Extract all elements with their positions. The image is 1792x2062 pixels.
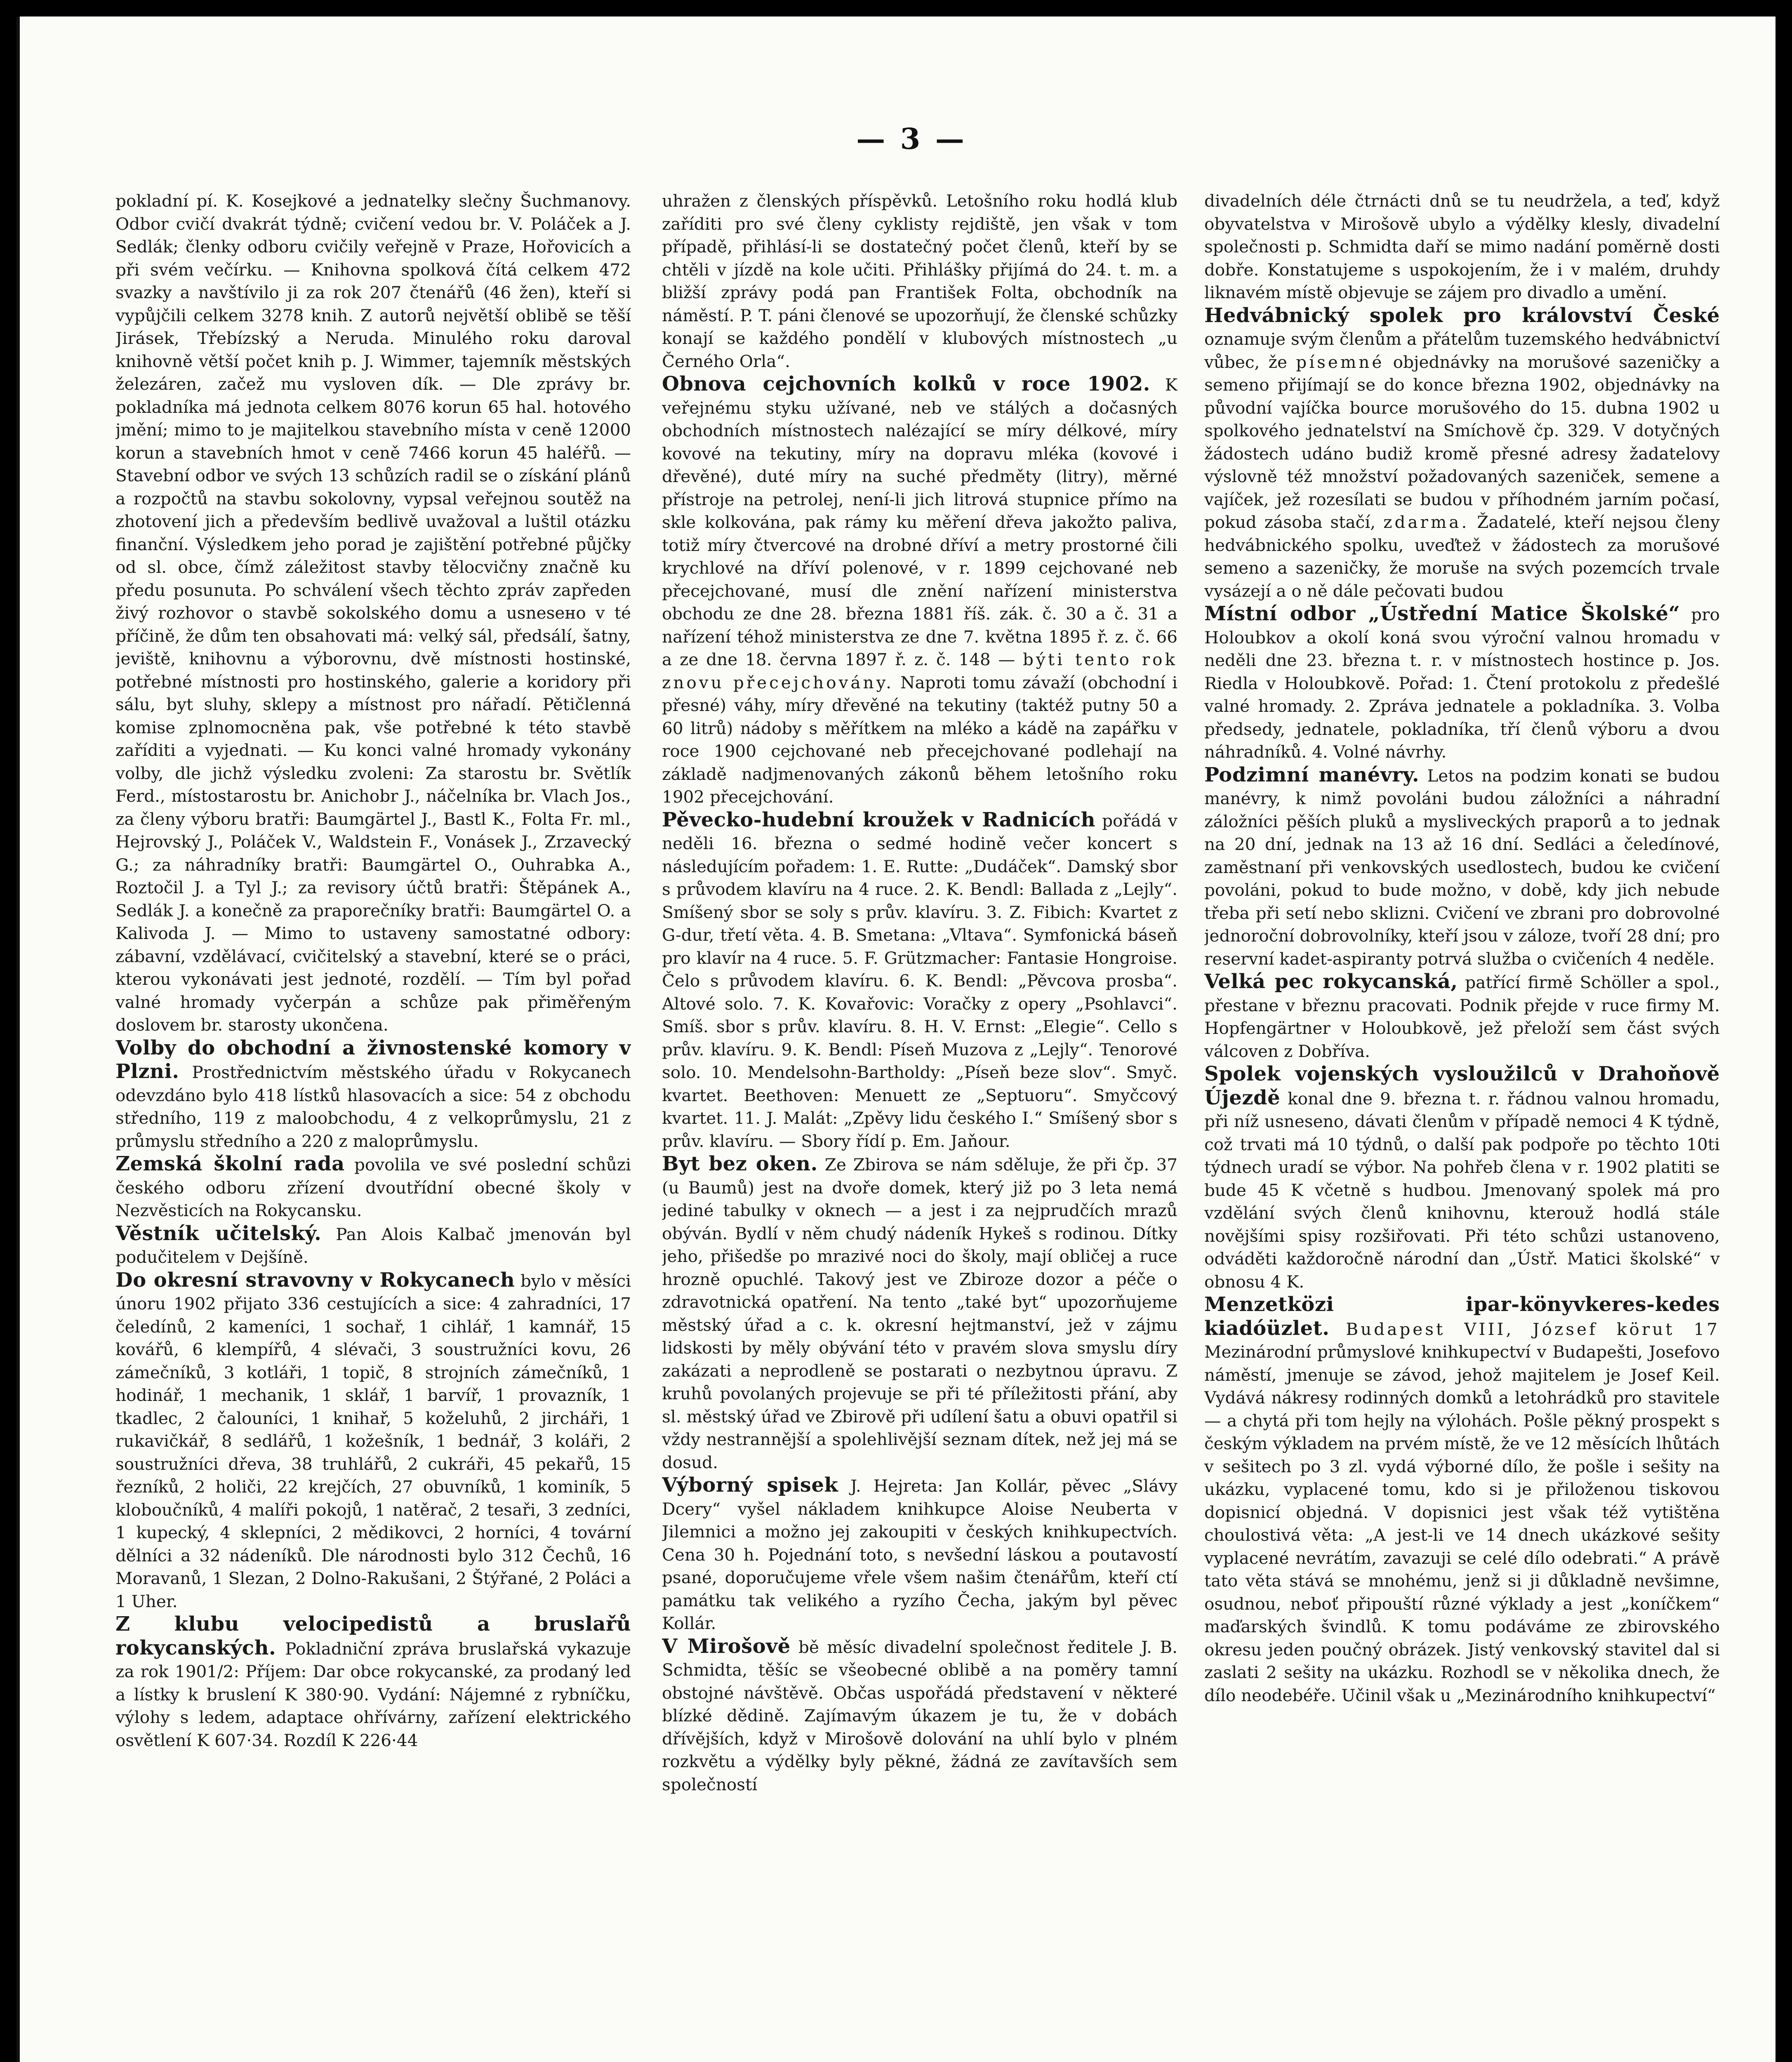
article-text: Mezinárodní průmyslové knihkupectví v Budapešti, Josefovo náměstí, jmenuje se závod, jehož majitelem je Josef Keil. Vydává nákresy rodinných domků a letohrádků pro stavitele — a chytá při tom hejly na výlohách. Pošle pěkný prospekt s českým výkladem na prvém místě, že ve 12 měsících lhůtách v sešitech po 3 zl. vydá výborné dílo, že pošle i sešity na ukázku, vyplacené tomu, kdo si je přiloženou tiskovou dopisnicí objedná. V dopisnici jest však též vytištěna choulostivá věta: „A jest-li ve 14 dnech ukázkové sešity vyplacené nevrátím, zavazuji se celé dílo odebrati.“ A právě tato věta stává se mnohému, jenž si ji důkladně nevšimne, osudnou, neboť připouští různé výklady a jest „koníčkem“ maďarských švindlů. K tomu podáváme ze zbirovského okresu jeden poučný obrázek. Jistý venkovský stavitel dal si zaslati 2 sešity na ukázku. Rozhodl se v několika dnech, že dílo neodebéře. Učinil však u „Mezinárodního knihkupectví“	[1204, 1342, 1720, 1705]
article-teacher-news	[115, 1222, 631, 1269]
article-blast-furnace	[1204, 970, 1720, 1063]
article-text: konal dne 9. března t. r. řádnou valnou hromadu, při níž usneseno, dávati členům v případě nemoci 4 K týdně, což trvati má 10 týdnů, o další pak podpoře po těchto 10ti týdnech uradí se výbor. Na pohřeb člena v r. 1902 platiti se bude 45 K včetně s hudbou. Jmenovaný spolek má pro vzdělání svých členů knihovnu, kterouž hodlá stále novějšími spisy rozšiřovati. Při této schůzi ustanoveno, odváděti každoročně národní dan „Ústř. Matici školské“ v obnosu 4 K.	[1204, 1088, 1720, 1292]
article-travel-station	[115, 1269, 631, 1613]
headline-cyclist-club: Z klubu velocipedistů a bruslařů rokycanských.	[115, 1612, 631, 1659]
headline-teacher-news: Věstník učitelský.	[115, 1222, 322, 1245]
article-text: Pokladniční zpráva bruslařská vykazuje za rok 1901/2: Příjem: Dar obce rokycanské, za prodaný led a lístky k bruslení K 380·90. Vydání: Nájemné z rybníčku, výlohy s ledem, adaptace ohřívárny, zařízení elektrického osvětlení K 607·34. Rozdíl K 226·44	[115, 1638, 631, 1750]
headline-windowless-dwelling: Byt bez oken.	[662, 1152, 818, 1175]
article-text: bě měsíc divadelní společnost ředitele J. B. Schmidta, těšíc se všeobecné oblibě a na poměry tamní obstojné návštěvě. Občas uspořádá představení v některé blízké dědině. Zajímavým úkazem je tu, že v dobách dřívějších, když v Mirošově dolování na uhlí bylo v plném rozkvětu a výdělky byly pěkné, žádná ze zavítavších sem společností	[662, 1637, 1177, 1794]
mirosov-continued: divadelních déle čtrnácti dnů se tu neudržela, a teď, když obyvatelstva v Mirošově ubylo a výdělky klesly, divadelní společnosti p. Schmidta daří se mimo nadání poměrně dosti dobře. Konstatujeme s uspokojením, že i v malém, druhdy liknavém místě objevuje se zájem pro divadlo a umění.	[1204, 191, 1720, 302]
article-booklet	[662, 1474, 1177, 1635]
headline-chamber-elections: Volby do obchodní a živnostenské komory v Plzni.	[115, 1036, 631, 1083]
headline-school-matice: Místní odbor „Ústřední Matice Školské“	[1204, 602, 1680, 625]
article-text: povolila ve své poslední schůzi českého odboru zřízení dvoutřídní obecné školy v Nezvěsticích na Rokycansku.	[115, 1155, 631, 1220]
article-text: Ze Zbirova se nám sděluje, že při čp. 37 (u Baumů) jest na dvoře domek, který již po 3 leta nemá jediné tabulky v oknech — a jest i za nejprudčích mrazů obýván. Bydlí v něm chudý nádeník Hykeš s rodinou. Dítky jeho, přišedše po mrazivé noci do školy, mají obličej a ruce hrozně opuchlé. Takový jest ve Zbiroze dozor a péče o zdravotnická opatření. Na tento „také byt“ upozorňujeme městský úřad a c. k. okresní hejtmanství, jež v zájmu lidskosti by měly obývání této v pravém slova smyslu díry zakázati a neprodleně se postarati o nezbytnou úpravu. Z kruhů povolaných projevuje se při té příležitosti přání, aby sl. městský úřad ve Zbirově při udílení šatu a obuvi opatřil si vždy nestrannější a spolehlivější seznam dítek, než jej má se dosud.	[662, 1155, 1177, 1472]
column-2	[662, 190, 1177, 2062]
article-text: pro Holoubkov a okolí koná svou výroční valnou hromadu v neděli dne 23. března t. r. v místnostech hostince p. Jos. Riedla v Holoubkově. Pořad: 1. Čtení protokolu z předešlé valné hromady. 2. Zpráva jednatele a pokladníka. 3. Volba předsedy, jednatele, pokladníka, tří členů výboru a dvou náhradníků. 4. Volné návrhy.	[1204, 605, 1720, 762]
article-cyclist-club	[115, 1613, 631, 1752]
headline-gauging-stamps: Obnova cejchovních kolků v roce 1902.	[662, 372, 1150, 395]
headline-school-board: Zemská školní rada	[115, 1152, 345, 1175]
article-veterans-society	[1204, 1063, 1720, 1293]
article-text: bylo v měsíci únoru 1902 přijato 336 cestujících a sice: 4 zahradníci, 17 čeledínů, 2 kameníci, 1 sochař, 1 cihlář, 1 kamnář, 15 kovářů, 6 klempířů, 4 slévači, 3 soustružníci kovu, 26 zámečníků, 3 kotláři, 1 topič, 8 strojních zámečníků, 1 hodinář, 1 mechanik, 1 sklář, 1 barvíř, 1 provazník, 1 tkadlec, 2 čalouníci, 1 knihař, 5 koželuhů, 2 jircháři, 1 rukavičkář, 8 sedlářů, 1 kožešník, 1 bednář, 3 koláři, 2 soustružníci dřeva, 38 truhlářů, 2 cukráři, 45 pekařů, 15 řezníků, 2 holiči, 22 krejčích, 27 obuvníků, 1 kominík, 5 kloboučníků, 4 malíři pokojů, 1 natěrač, 2 tesaři, 3 zedníci, 1 kupecký, 4 sklepníci, 2 mědikovci, 2 horníci, 4 tovární dělníci a 32 nádeníků. Dle národnosti bylo 312 Čechů, 16 Moravanů, 1 Slezan, 2 Dolno-Rakušani, 2 Štýřané, 2 Poláci a 1 Uher.	[115, 1271, 631, 1611]
article-text: Pan Alois Kalbač jmenován byl podučitelem v Dejšíně.	[115, 1224, 631, 1267]
article-text-spaced: zdarma.	[1383, 512, 1469, 532]
article-text-spaced: Budapest VIII, József körut 17	[1346, 1319, 1720, 1339]
article-school-board	[115, 1153, 631, 1222]
headline-mirosov: V Mirošově	[662, 1634, 791, 1658]
article-text: K veřejnému styku užívané, neb ve stálých a dočasných obchodních místnostech nalézající se míry délkové, míry kovové na tekutiny, míry na dopravu mléka (kovové i dřevěné), duté míry na suché předměty (litry), měrné přístroje na petrolej, není-li jich litrová stupnice přímo na skle kolkována, pak rámy ku měření dřeva jakožto paliva, totiž míry čtvercové na drobné dříví a metry prostorné čili krychlové na dříví polenové, v r. 1899 cejchované neb přecejchované, musí dle znění nařízení ministerstva obchodu ze dne 28. března 1881 říš. zák. č. 30 a č. 31 a nařízení téhož ministerstva ze dne 7. května 1895 ř. z. č. 66 a ze dne 18. června 1897 ř. z. č. 148 —	[662, 375, 1177, 669]
headline-booklet: Výborný spisek	[662, 1474, 838, 1497]
sokol-report-paragraph: pokladní pí. K. Kosejkové a jednatelky slečny Šuchmanovy. Odbor cvičí dvakrát týdně; cvičení vedou br. V. Poláček a J. Sedlák; členky odboru cvičily veřejně v Praze, Hořovicích a při svém večírku. — Knihovna spolková čítá celkem 472 svazky a navštívilo ji za rok 207 čtenářů (46 žen), kteří si vypůjčili celkem 3278 knih. Z autorů největší oblibě se těší Jirásek, Třebízský a Neruda. Minulého roku daroval knihovně větší počet knih p. J. Wimmer, tajemník městských železáren, začež mu vysloven dík. — Dle zprávy br. pokladníka má jednota celkem 8076 korun 65 hal. hotového jmění; mimo to je majitelkou stavebního místa v ceně 12000 korun a stavebních hmot v ceně 7466 korun 45 haléřů. — Stavební odbor ve svých 13 schůzích radil se o získání plánů a rozpočtů na stavbu sokolovny, vypsal veřejnou soutěž na zhotovení jich a především bedlivě uvažoval a luštil otázku finanční. Výsledkem jeho porad je zajištění potřebné půjčky od sl. obce, čímž záležitost stavby tělocvičny značně ku předu posunuta. Po schválení všech těchto zpráv zapředen živý rozhovor o stavbě sokolského domu a usnesено v té příčině, že dům ten obsahovati má: velký sál, předsálí, šatny, jeviště, knihovnu a výborovnu, dvě místnosti hostinské, potřebné místnosti pro hostinského, galerie a koridory při sálu, byt sluhy, sklepy a místnost pro nářadí. Pětičlenná komise zplnomocněna pak, vše potřebné k této stavbě zaříditi a vyjednati. — Ku konci valné hromady vykonány volby, dle jichž výsledku zvoleni: Za starostu br. Světlík Ferd., místostarostu br. Anichobr J., náčelníka br. Vlach Jos., za členy výboru bratři: Baumgärtel J., Bastl K., Folta Fr. ml., Hejrovský J., Poláček V., Waldstein F., Vonásek J., Zrzavecký G.; za náhradníky bratři: Baumgärtel O., Ouhrabka A., Roztočil J. a Tyl J.; za revisory účtů bratři: Štěpánek A., Sedlák J. a konečně za praporečníky bratři: Baumgärtel O. a Kalivoda J. — Mimo to ustaveny samostatné odbory: zábavní, vzdělávací, cvičitelský a stavební, které se o práci, kterou vykonávati jest jednoté, rozdělí. — Tím byl pořad valné hromady vyčerpán a schůze pak přiměřeným doslovem br. starosty ukončena.	[115, 191, 631, 1035]
headline-blast-furnace: Velká pec rokycanská,	[1204, 970, 1458, 993]
article-text: pořádá v neděli 16. března o sedmé hodině večer koncert s následujícím pořadem: 1. E. Rutte: „Dudáček“. Damský sbor s průvodem klavíru na 4 ruce. 2. K. Bendl: Ballada z „Lejly“. Smíšený sbor se soly s prův. klavíru. 3. Z. Fibich: Kvartet z G-dur, třetí věta. 4. B. Smetana: „Vltava“. Symfonická báseň pro klavír na 4 ruce. 5. F. Grützmacher: Fantasie Hongroise. Čelo s průvodem klavíru. 6. K. Bendl: „Pěvcova prosba“. Altové solo. 7. K. Kovařovic: Voračky z opery „Psohlavci“. Smíš. sbor s prův. klavíru. 8. H. V. Ernst: „Elegie“. Cello s prův. klavíru. 9. K. Bendl: Píseň Muzova z „Lejly“. Tenorové solo. 10. Mendelsohn-Bartholdy: „Píseň beze slov“. Smyč. kvartet. Beethoven: Menuett ze „Septuoru“. Smyčcový kvartet. 11. J. Malát: „Zpěvy lidu českého I.“ Smíšený sbor s prův. klavíru. — Sbory řídí p. Em. Jaňour.	[662, 810, 1177, 1151]
article-text-spaced: býti tento rok znovu přecejchovány.	[662, 650, 1177, 692]
left-border-line	[16, 16, 20, 2062]
article-chamber-elections	[115, 1037, 631, 1153]
article-budapest-publisher	[1204, 1293, 1720, 1707]
article-text: Žadatelé, kteří nejsou členy hedvábnického spolku, uveďtež v žádostech za morušové semeno a sazeničky, že moruše na svých pozemcích trvale vysázejí a o ně dále pečovati budou	[1204, 512, 1720, 601]
headline-music-circle: Pěvecko-hudební kroužek v Radnicích	[662, 808, 1095, 831]
headline-travel-station: Do okresní stravovny v Rokycanech	[115, 1268, 515, 1292]
headline-veterans-society: Spolek vojenských vysloužilců v Drahoňově Újezdě	[1204, 1062, 1720, 1109]
article-text: objednávky na morušové sazeničky a semeno přijímají se do konce března 1902, objednávky na původní vajíčka bource morušového do 15. dubna 1902 u spolkového jednatelství na Smíchově čp. 329. V dotyčných žádostech udáno budiž kromě přesné adresy žadatelovy výslovně též množství požadovaných sazeniček, semene a vajíček, jež rozesílati se budou v příhodném jarním počasí, pokud zásoba stačí,	[1204, 352, 1720, 532]
newspaper-page	[16, 16, 1776, 2062]
column-1	[115, 190, 631, 2062]
article-text: oznamuje svým členům a přátelům tuzemského hedvábnictví vůbec, že	[1204, 329, 1720, 372]
headline-budapest-publisher: Menzetközi ipar-könyvkeres-kedes kiadóüzlet.	[1204, 1293, 1720, 1340]
article-text: J. Hejreta: Jan Kollár, pěvec „Slávy Dcery“ vyšel nákladem knihkupce Aloise Neuberta v Jilemnici a možno jej zakoupiti v českých knihkupectvích. Cena 30 h. Pojednání toto, s nevšední láskou a poutavostí psané, doporučujeme vřele všem našim čtenářům, kteří ctí památku tak velikého a ryzího Čecha, jakým byl pěvec Kollár.	[662, 1476, 1177, 1633]
cyclist-club-continued: uhražen z členských příspěvků. Letošního roku hodlá klub zaříditi pro své členy cyklisty rejdiště, jen však v tom případě, přihlásí-li se dostatečný počet členů, kteří by se chtěli v jízdě na kole učiti. Přihlášky přijímá do 24. t. m. a bližší zprávy podá pan František Folta, obchodník na náměstí. P. T. páni členové se upozorňují, že členské schůzky konají se každého pondělí v klubových místnostech „u Černého Orla“.	[662, 191, 1177, 371]
column-3	[1204, 190, 1720, 2062]
article-gauging-stamps	[662, 373, 1177, 809]
headline-manoeuvres: Podzimní manévry.	[1204, 763, 1420, 786]
headline-silk-society: Hedvábnický spolek pro království České	[1204, 304, 1720, 327]
article-windowless-dwelling	[662, 1153, 1177, 1474]
article-manoeuvres	[1204, 764, 1720, 971]
article-text: Letos na podzim konati se budou manévry, k nimž povoláni budou záložníci a náhradní záložníci pěších pluků a mysliveckých praporů a to jednak na 20 dní, jednak na 13 až 16 dní. Sedláci a čeledínové, zaměstnaní při venkovských usedlostech, budou ke cvičení povoláni, pokud to bude možno, v době, kdy jich nebude třeba při setí nebo sklizni. Cvičení ve zbrani pro dobrovolné jednoroční dobrovolníky, kteří jsou v záloze, tvoří 28 dní; pro reservní kadet-aspiranty potrvá služba o cvičeních 4 neděle.	[1204, 765, 1720, 969]
article-mirosov-theatre	[662, 1635, 1177, 1796]
article-school-matice	[1204, 603, 1720, 764]
page-number: — 3 —	[856, 122, 967, 156]
article-text: Naproti tomu závaží (obchodní i přesné) váhy, míry dřevěné na tekutiny (taktéž putny 50 a 60 litrů) nádoby s měřítkem na mléko a kádě na zapářku v roce 1900 cejchované neb přecejchované podlehají na základě nadjmenovaných zákonů během letošního roku 1902 přecejchování.	[662, 672, 1177, 807]
article-text: patřící firmě Schöller a spol., přestane v březnu pracovati. Podnik přejde v ruce firmy M. Hopfengärtner v Holoubkově, jež přeloží sem část svých válcoven z Dobříva.	[1204, 972, 1720, 1061]
article-music-circle	[662, 809, 1177, 1153]
article-silk-society	[1204, 304, 1720, 603]
article-text: Prostřednictvím městského úřadu v Rokycanech odevzdáno bylo 418 lístků hlasovacích a sice: 54 z obchodu středního, 119 z maloobchodu, 4 z velkoprůmyslu, 21 z průmyslu středního a 220 z maloprůmyslu.	[115, 1062, 631, 1151]
article-text-spaced: písemné	[1296, 352, 1385, 372]
